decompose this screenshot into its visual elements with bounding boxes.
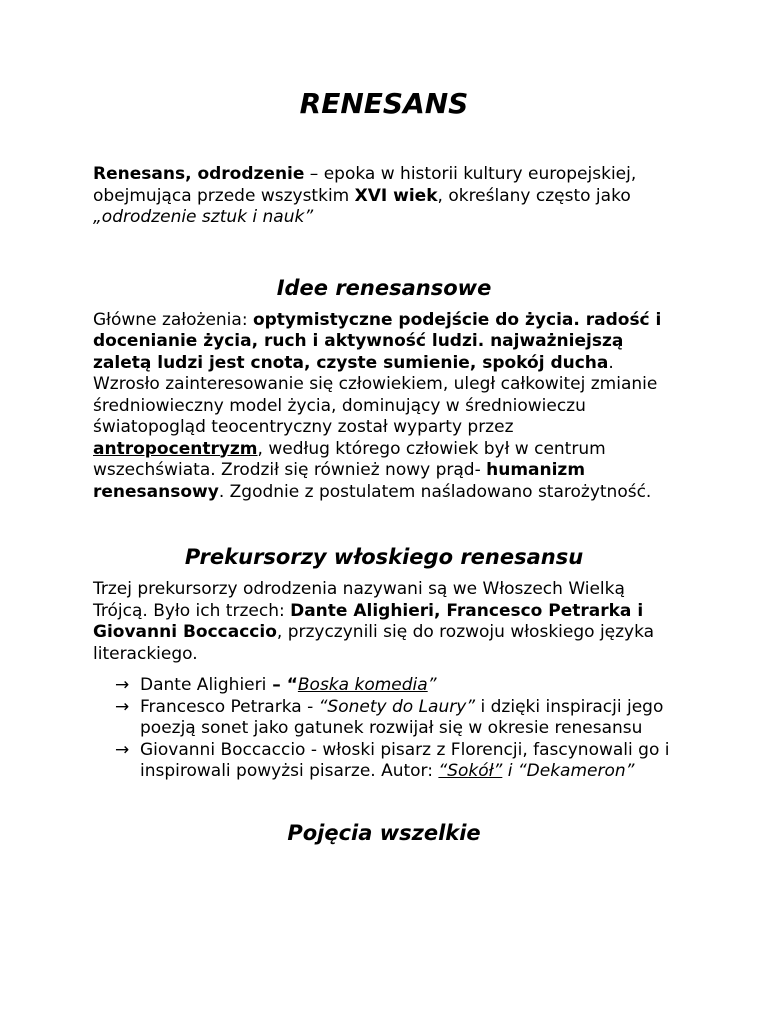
- item-separator: -: [301, 696, 319, 717]
- intro-text-2: , określany często jako: [437, 185, 631, 206]
- prekursorzy-paragraph: [93, 579, 675, 665]
- idee-text-4: . Zgodnie z postulatem naśladowano starożytność.: [218, 481, 652, 502]
- work-sonety: “Sonety do Laury”: [318, 696, 476, 717]
- idee-paragraph: [93, 310, 675, 504]
- idee-humanizm: humanizm renesansowy: [93, 460, 586, 502]
- item-separator: –: [266, 675, 287, 695]
- arrow-right-icon: →: [115, 696, 130, 717]
- precursors-list: [93, 675, 675, 783]
- heading-idee: Idee renesansowe: [276, 275, 492, 300]
- open-quote: “: [286, 675, 298, 695]
- arrow-right-icon: →: [115, 675, 130, 695]
- item-description: - włoski pisarz z Florencji, fascynowali go i inspirowali powyżsi pisarze. Autor:: [140, 739, 670, 781]
- item-name: Giovanni Boccaccio: [140, 739, 306, 760]
- item-name: Francesco Petrarka: [140, 696, 302, 717]
- intro-dash: –: [304, 164, 324, 184]
- document-title: RENESANS: [299, 87, 469, 120]
- idee-text-3: , według którego człowiek był w centrum wszechświata. Zrodził się również nowy prąd-: [93, 438, 606, 480]
- idee-text-2: . Wzrosło zainteresowanie się człowiekiem, uległ całkowitej zmianie średniowieczny model życia, dominujący w średniowieczu światopogląd teocentryczny został wyparty przez: [93, 352, 658, 437]
- prekursorzy-names: Dante Alighieri, Francesco Petrarka i Giovanni Boccaccio: [93, 600, 644, 642]
- intro-term: Renesans, odrodzenie: [93, 164, 305, 184]
- intro-century: XVI wiek: [354, 185, 438, 206]
- work-boska-komedia: Boska komedia: [297, 675, 428, 695]
- work-dekameron: “Dekameron”: [517, 761, 635, 781]
- arrow-right-icon: →: [115, 739, 130, 760]
- intro-text-1: epoka w historii kultury europejskiej, obejmująca przede wszystkim: [93, 164, 637, 206]
- work-sokol: “Sokół”: [438, 761, 503, 781]
- idee-antropocentryzm: antropocentryzm: [93, 438, 258, 459]
- heading-prekursorzy: Prekursorzy włoskiego renesansu: [184, 545, 584, 569]
- intro-paragraph: [93, 164, 675, 229]
- list-item-petrarka: [93, 697, 675, 740]
- idee-bold-1: optymistyczne podejście do życia. radość i docenianie życia, ruch i aktywność ludzi. najważniejszą zaletą ludzi jest cnota, czyste sumienie, spokój ducha: [93, 309, 662, 373]
- list-item-dante: [93, 675, 675, 697]
- item-conjunction: i: [502, 761, 518, 781]
- item-name: Dante Alighieri: [140, 675, 267, 695]
- item-description: i dzięki inspiracji jego poezją sonet jako gatunek rozwijał się w okresie renesansu: [140, 696, 664, 738]
- heading-pojecia: Pojęcia wszelkie: [287, 820, 481, 845]
- prekursorzy-text-1: Trzej prekursorzy odrodzenia nazywani są we Włoszech Wielką Trójcą. Było ich trzech:: [93, 579, 625, 621]
- prekursorzy-text-2: , przyczynili się do rozwoju włoskiego języka literackiego.: [93, 622, 655, 664]
- list-item-boccaccio: [93, 740, 675, 783]
- intro-quote: „odrodzenie sztuk i nauk”: [93, 207, 314, 227]
- close-quote: ”: [427, 675, 437, 695]
- idee-text-1: Główne założenia:: [93, 309, 253, 330]
